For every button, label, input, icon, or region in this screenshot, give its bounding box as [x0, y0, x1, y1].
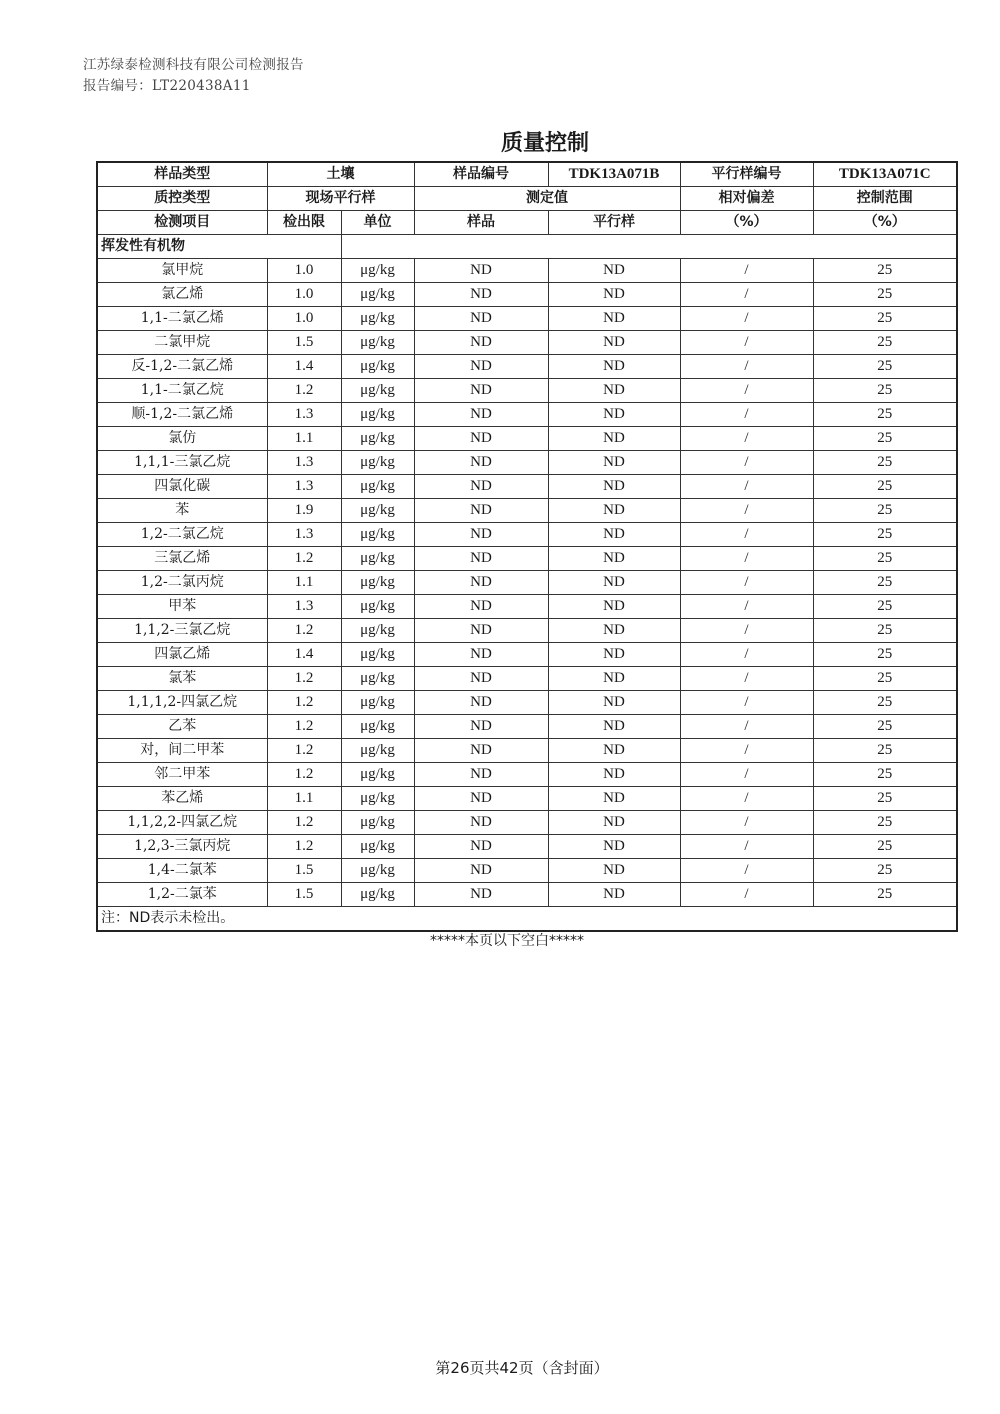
unit: μg/kg	[341, 307, 414, 331]
relative-deviation: /	[680, 259, 813, 283]
parallel-result: ND	[548, 451, 680, 475]
parallel-result: ND	[548, 379, 680, 403]
parallel-result: ND	[548, 547, 680, 571]
parallel-result: ND	[548, 859, 680, 883]
table-row	[97, 835, 957, 859]
control-range: 25	[813, 859, 957, 883]
detection-limit: 1.2	[267, 691, 341, 715]
item-name: 1,1,1,2-四氯乙烷	[97, 691, 267, 715]
parallel-result: ND	[548, 643, 680, 667]
item-name: 三氯乙烯	[97, 547, 267, 571]
control-range: 25	[813, 619, 957, 643]
detection-limit: 1.3	[267, 403, 341, 427]
detection-limit: 1.2	[267, 619, 341, 643]
table-row	[97, 859, 957, 883]
control-range: 25	[813, 643, 957, 667]
item-name: 1,2-二氯苯	[97, 883, 267, 907]
table-row	[97, 739, 957, 763]
sample-result: ND	[414, 691, 548, 715]
table-row	[97, 811, 957, 835]
detection-limit: 1.2	[267, 667, 341, 691]
qc-type-value: 现场平行样	[267, 187, 414, 211]
table-row	[97, 283, 957, 307]
relative-deviation: /	[680, 643, 813, 667]
control-range: 25	[813, 499, 957, 523]
item-name: 乙苯	[97, 715, 267, 739]
sample-result: ND	[414, 739, 548, 763]
parallel-result: ND	[548, 403, 680, 427]
relative-deviation: /	[680, 835, 813, 859]
item-name: 氯仿	[97, 427, 267, 451]
control-range: 25	[813, 259, 957, 283]
parallel-result: ND	[548, 691, 680, 715]
table-header-row-1	[97, 162, 957, 187]
quality-control-table	[96, 161, 958, 932]
sample-result: ND	[414, 835, 548, 859]
detection-limit: 1.1	[267, 787, 341, 811]
item-name: 氯乙烯	[97, 283, 267, 307]
detection-limit: 1.0	[267, 307, 341, 331]
item-name: 苯	[97, 499, 267, 523]
detection-limit: 1.5	[267, 859, 341, 883]
unit: μg/kg	[341, 835, 414, 859]
unit: μg/kg	[341, 427, 414, 451]
control-range: 25	[813, 883, 957, 907]
unit: μg/kg	[341, 667, 414, 691]
range-percent-header: （%）	[813, 211, 957, 235]
relative-deviation: /	[680, 859, 813, 883]
table-row	[97, 523, 957, 547]
blank-page-note: *****本页以下空白*****	[430, 933, 584, 949]
unit: μg/kg	[341, 331, 414, 355]
sample-result: ND	[414, 619, 548, 643]
sample-no-label: 样品编号	[414, 162, 548, 187]
detection-limit: 1.2	[267, 739, 341, 763]
table-row	[97, 619, 957, 643]
unit: μg/kg	[341, 451, 414, 475]
detection-limit: 1.0	[267, 283, 341, 307]
control-range: 25	[813, 451, 957, 475]
parallel-no-label: 平行样编号	[680, 162, 813, 187]
sample-type-label: 样品类型	[97, 162, 267, 187]
parallel-result: ND	[548, 283, 680, 307]
unit: μg/kg	[341, 355, 414, 379]
parallel-result: ND	[548, 883, 680, 907]
sample-result: ND	[414, 499, 548, 523]
relative-deviation-header: 相对偏差	[680, 187, 813, 211]
item-name: 邻二甲苯	[97, 763, 267, 787]
parallel-result: ND	[548, 523, 680, 547]
relative-deviation: /	[680, 331, 813, 355]
item-name: 甲苯	[97, 595, 267, 619]
relative-deviation: /	[680, 427, 813, 451]
table-row	[97, 307, 957, 331]
relative-deviation: /	[680, 523, 813, 547]
detection-limit: 1.2	[267, 379, 341, 403]
detection-limit-header: 检出限	[267, 211, 341, 235]
detection-limit: 1.5	[267, 331, 341, 355]
item-name: 1,4-二氯苯	[97, 859, 267, 883]
unit: μg/kg	[341, 571, 414, 595]
control-range: 25	[813, 547, 957, 571]
sample-result: ND	[414, 259, 548, 283]
control-range: 25	[813, 811, 957, 835]
control-range: 25	[813, 595, 957, 619]
relative-deviation: /	[680, 883, 813, 907]
table-row	[97, 715, 957, 739]
table-row	[97, 403, 957, 427]
detection-limit: 1.3	[267, 451, 341, 475]
table-row	[97, 355, 957, 379]
item-name: 苯乙烯	[97, 787, 267, 811]
item-name: 氯甲烷	[97, 259, 267, 283]
relative-deviation: /	[680, 283, 813, 307]
parallel-result: ND	[548, 619, 680, 643]
unit: μg/kg	[341, 763, 414, 787]
sample-result: ND	[414, 667, 548, 691]
detection-limit: 1.0	[267, 259, 341, 283]
note-row	[97, 907, 957, 932]
unit-header: 单位	[341, 211, 414, 235]
table-row	[97, 643, 957, 667]
control-range: 25	[813, 715, 957, 739]
group-row-empty	[341, 235, 957, 259]
parallel-result: ND	[548, 499, 680, 523]
relative-deviation: /	[680, 619, 813, 643]
measured-value-header: 测定值	[414, 187, 680, 211]
unit: μg/kg	[341, 379, 414, 403]
sample-result: ND	[414, 763, 548, 787]
page-footer: 第26页共42页（含封面）	[435, 1359, 609, 1377]
control-range: 25	[813, 403, 957, 427]
unit: μg/kg	[341, 403, 414, 427]
table-row	[97, 763, 957, 787]
unit: μg/kg	[341, 475, 414, 499]
parallel-result: ND	[548, 331, 680, 355]
item-name: 顺-1,2-二氯乙烯	[97, 403, 267, 427]
table-row	[97, 499, 957, 523]
table-row	[97, 451, 957, 475]
deviation-percent-header: （%）	[680, 211, 813, 235]
sample-result: ND	[414, 475, 548, 499]
item-name: 1,1,2-三氯乙烷	[97, 619, 267, 643]
item-name: 1,1,2,2-四氯乙烷	[97, 811, 267, 835]
detection-limit: 1.2	[267, 763, 341, 787]
table-row	[97, 595, 957, 619]
relative-deviation: /	[680, 667, 813, 691]
sample-no-value: TDK13A071B	[548, 162, 680, 187]
unit: μg/kg	[341, 499, 414, 523]
detection-limit: 1.3	[267, 523, 341, 547]
parallel-header: 平行样	[548, 211, 680, 235]
unit: μg/kg	[341, 811, 414, 835]
relative-deviation: /	[680, 379, 813, 403]
sample-result: ND	[414, 379, 548, 403]
item-name: 1,1-二氯乙烷	[97, 379, 267, 403]
sample-result: ND	[414, 523, 548, 547]
table-row	[97, 883, 957, 907]
sample-result: ND	[414, 643, 548, 667]
relative-deviation: /	[680, 355, 813, 379]
table-header-row-2	[97, 187, 957, 211]
page-title: 质量控制	[500, 131, 589, 156]
control-range: 25	[813, 379, 957, 403]
unit: μg/kg	[341, 259, 414, 283]
detection-limit: 1.4	[267, 643, 341, 667]
relative-deviation: /	[680, 451, 813, 475]
table-row	[97, 547, 957, 571]
unit: μg/kg	[341, 619, 414, 643]
relative-deviation: /	[680, 691, 813, 715]
table-row	[97, 475, 957, 499]
parallel-result: ND	[548, 715, 680, 739]
item-name: 四氯化碳	[97, 475, 267, 499]
sample-result: ND	[414, 547, 548, 571]
parallel-result: ND	[548, 307, 680, 331]
item-name: 1,2,3-三氯丙烷	[97, 835, 267, 859]
control-range: 25	[813, 667, 957, 691]
item-name: 四氯乙烯	[97, 643, 267, 667]
table-row	[97, 571, 957, 595]
control-range: 25	[813, 331, 957, 355]
detection-limit: 1.1	[267, 571, 341, 595]
group-label: 挥发性有机物	[97, 235, 341, 259]
table-header-row-3	[97, 211, 957, 235]
control-range: 25	[813, 523, 957, 547]
unit: μg/kg	[341, 643, 414, 667]
detection-limit: 1.2	[267, 715, 341, 739]
sample-result: ND	[414, 451, 548, 475]
control-range: 25	[813, 691, 957, 715]
parallel-result: ND	[548, 571, 680, 595]
relative-deviation: /	[680, 571, 813, 595]
control-range: 25	[813, 283, 957, 307]
item-name: 反-1,2-二氯乙烯	[97, 355, 267, 379]
relative-deviation: /	[680, 811, 813, 835]
table-row	[97, 331, 957, 355]
item-name: 1,1-二氯乙烯	[97, 307, 267, 331]
sample-result: ND	[414, 331, 548, 355]
unit: μg/kg	[341, 523, 414, 547]
parallel-result: ND	[548, 811, 680, 835]
detection-limit: 1.3	[267, 475, 341, 499]
parallel-result: ND	[548, 427, 680, 451]
unit: μg/kg	[341, 715, 414, 739]
group-row	[97, 235, 957, 259]
parallel-result: ND	[548, 475, 680, 499]
control-range: 25	[813, 763, 957, 787]
sample-result: ND	[414, 283, 548, 307]
parallel-result: ND	[548, 259, 680, 283]
sample-result: ND	[414, 427, 548, 451]
item-name: 1,1,1-三氯乙烷	[97, 451, 267, 475]
unit: μg/kg	[341, 595, 414, 619]
sample-result: ND	[414, 571, 548, 595]
control-range: 25	[813, 475, 957, 499]
relative-deviation: /	[680, 475, 813, 499]
relative-deviation: /	[680, 547, 813, 571]
relative-deviation: /	[680, 403, 813, 427]
item-name: 1,2-二氯丙烷	[97, 571, 267, 595]
control-range: 25	[813, 355, 957, 379]
test-item-header: 检测项目	[97, 211, 267, 235]
parallel-result: ND	[548, 763, 680, 787]
qc-type-label: 质控类型	[97, 187, 267, 211]
sample-result: ND	[414, 403, 548, 427]
sample-type-value: 土壤	[267, 162, 414, 187]
detection-limit: 1.2	[267, 811, 341, 835]
report-company: 江苏绿泰检测科技有限公司检测报告	[83, 57, 304, 73]
unit: μg/kg	[341, 883, 414, 907]
detection-limit: 1.9	[267, 499, 341, 523]
relative-deviation: /	[680, 715, 813, 739]
item-name: 二氯甲烷	[97, 331, 267, 355]
sample-result: ND	[414, 715, 548, 739]
detection-limit: 1.3	[267, 595, 341, 619]
report-number: 报告编号：LT220438A11	[83, 78, 251, 94]
table-note: 注：ND表示未检出。	[97, 907, 957, 932]
unit: μg/kg	[341, 787, 414, 811]
control-range: 25	[813, 835, 957, 859]
table-row	[97, 259, 957, 283]
unit: μg/kg	[341, 691, 414, 715]
sample-result: ND	[414, 883, 548, 907]
table-row	[97, 379, 957, 403]
parallel-result: ND	[548, 595, 680, 619]
relative-deviation: /	[680, 595, 813, 619]
detection-limit: 1.2	[267, 547, 341, 571]
parallel-result: ND	[548, 667, 680, 691]
sample-result: ND	[414, 307, 548, 331]
sample-result: ND	[414, 859, 548, 883]
table-row	[97, 787, 957, 811]
sample-result: ND	[414, 355, 548, 379]
control-range: 25	[813, 427, 957, 451]
sample-result: ND	[414, 595, 548, 619]
control-range: 25	[813, 571, 957, 595]
parallel-result: ND	[548, 835, 680, 859]
control-range: 25	[813, 787, 957, 811]
detection-limit: 1.4	[267, 355, 341, 379]
detection-limit: 1.1	[267, 427, 341, 451]
table-row	[97, 427, 957, 451]
parallel-result: ND	[548, 787, 680, 811]
item-name: 1,2-二氯乙烷	[97, 523, 267, 547]
control-range-header: 控制范围	[813, 187, 957, 211]
item-name: 氯苯	[97, 667, 267, 691]
relative-deviation: /	[680, 763, 813, 787]
parallel-result: ND	[548, 355, 680, 379]
item-name: 对，间二甲苯	[97, 739, 267, 763]
detection-limit: 1.5	[267, 883, 341, 907]
sample-result: ND	[414, 811, 548, 835]
unit: μg/kg	[341, 283, 414, 307]
relative-deviation: /	[680, 739, 813, 763]
relative-deviation: /	[680, 787, 813, 811]
parallel-no-value: TDK13A071C	[813, 162, 957, 187]
table-row	[97, 691, 957, 715]
control-range: 25	[813, 307, 957, 331]
relative-deviation: /	[680, 499, 813, 523]
sample-header: 样品	[414, 211, 548, 235]
unit: μg/kg	[341, 547, 414, 571]
table-row	[97, 667, 957, 691]
parallel-result: ND	[548, 739, 680, 763]
control-range: 25	[813, 739, 957, 763]
relative-deviation: /	[680, 307, 813, 331]
sample-result: ND	[414, 787, 548, 811]
detection-limit: 1.2	[267, 835, 341, 859]
unit: μg/kg	[341, 859, 414, 883]
unit: μg/kg	[341, 739, 414, 763]
